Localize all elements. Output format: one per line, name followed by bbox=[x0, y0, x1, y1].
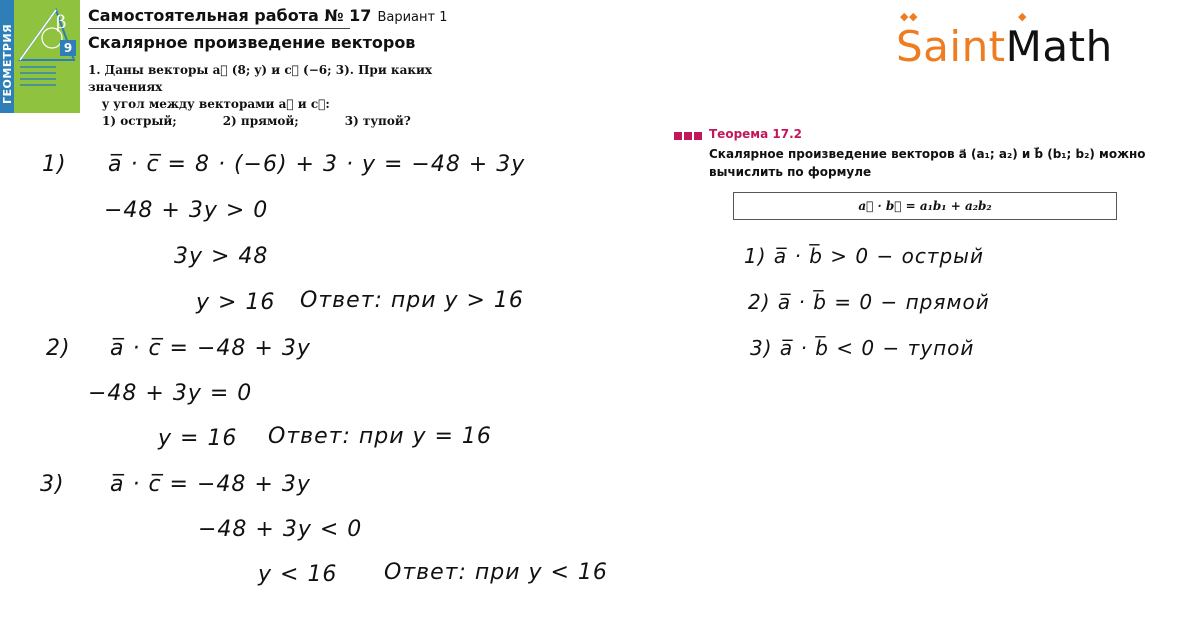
part1-line-4: y > 16 bbox=[196, 290, 276, 315]
task-title bbox=[88, 6, 447, 25]
part2-label: 2) bbox=[46, 336, 71, 361]
logo-part-2: Math bbox=[1005, 22, 1113, 71]
part3-line-3: y < 16 bbox=[258, 562, 338, 587]
theorem-formula: a⃗ · b⃗ = a₁b₁ + a₂b₂ bbox=[733, 192, 1117, 220]
theorem-marker-icon bbox=[673, 131, 705, 141]
part1-line-1: a̅ · c̅ = 8 · (−6) + 3 · y = −48 + 3y bbox=[108, 152, 526, 177]
task-option-1: 1) острый; bbox=[102, 114, 177, 128]
task-option-2: 2) прямой; bbox=[222, 114, 299, 128]
part3-label: 3) bbox=[40, 472, 65, 497]
task-line-2: y угол между векторами a⃗ и c⃗: bbox=[102, 97, 330, 111]
task-subtitle: Скалярное произведение векторов bbox=[88, 33, 416, 52]
logo-dot-icon: ◆ bbox=[1018, 10, 1027, 23]
part2-line-2: −48 + 3y = 0 bbox=[88, 381, 253, 406]
task-options bbox=[88, 113, 508, 130]
part3-line-1: a̅ · c̅ = −48 + 3y bbox=[110, 472, 311, 497]
book-spine bbox=[0, 0, 14, 113]
task-line-1: 1. Даны векторы a⃗ (8; y) и c⃗ (−6; 3). При каких значениях bbox=[88, 63, 433, 94]
task-number: 1. bbox=[88, 63, 101, 77]
part3-line-2: −48 + 3y < 0 bbox=[198, 517, 363, 542]
book-cover bbox=[0, 0, 80, 113]
part2-line-3: y = 16 bbox=[158, 426, 238, 451]
part1-line-3: 3y > 48 bbox=[174, 244, 269, 269]
part1-line-2: −48 + 3y > 0 bbox=[104, 198, 269, 223]
rule-acute: 1) a̅ · b̅ > 0 − острый bbox=[744, 244, 984, 268]
rule-obtuse: 3) a̅ · b̅ < 0 − тупой bbox=[750, 336, 975, 360]
task-statement bbox=[88, 62, 508, 130]
theorem-title: Теорема 17.2 bbox=[709, 127, 802, 141]
svg-text:β: β bbox=[56, 12, 67, 33]
rule-right: 2) a̅ · b̅ = 0 − прямой bbox=[748, 290, 990, 314]
part2-line-1: a̅ · c̅ = −48 + 3y bbox=[110, 336, 311, 361]
task-variant: Вариант 1 bbox=[377, 10, 448, 25]
part3-answer: Ответ: при y < 16 bbox=[384, 560, 608, 585]
part1-answer: Ответ: при y > 16 bbox=[300, 288, 524, 313]
theorem-text: Скалярное произведение векторов a⃗ (a₁; a₂) и b⃗ (b₁; b₂) можно вычислить по формуле bbox=[709, 147, 1146, 179]
task-title-text: Самостоятельная работа № 17 bbox=[88, 6, 372, 25]
book-grade-badge: 9 bbox=[60, 40, 76, 56]
saintmath-logo bbox=[896, 10, 1113, 71]
title-divider bbox=[88, 28, 350, 29]
part1-label: 1) bbox=[42, 152, 67, 177]
book-title: ГЕОМЕТРИЯ bbox=[1, 23, 14, 104]
cover-decoration bbox=[20, 66, 56, 90]
logo-dots-icon: ◆◆ bbox=[900, 10, 918, 23]
task-option-3: 3) тупой? bbox=[344, 114, 411, 128]
logo-part-1: Saint bbox=[896, 22, 1006, 71]
part2-answer: Ответ: при y = 16 bbox=[268, 424, 492, 449]
